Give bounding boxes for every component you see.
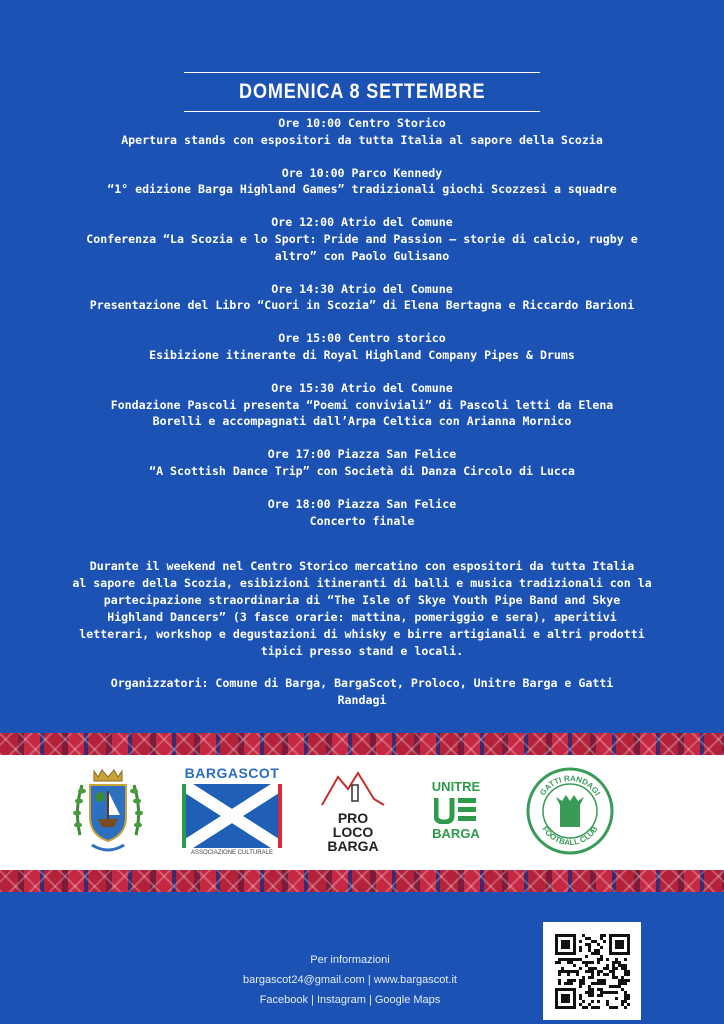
qr-code[interactable] [543, 922, 641, 1020]
proloco-logo-line: BARGA [327, 838, 379, 854]
unitre-logo [424, 779, 488, 847]
event-description: Conferenza “La Scozia e lo Sport: Pride and Passion – storie di calcio, rugby e [86, 231, 638, 246]
event-description: Fondazione Pascoli presenta “Poemi conviviali” di Pascoli letti da Elena [110, 397, 614, 412]
gatti-randagi-badge-icon [526, 767, 614, 855]
organizers-text [70, 675, 654, 709]
event-time-place: Ore 14:30 Atrio del Comune [271, 281, 453, 296]
weekend-summary [70, 558, 654, 660]
event-item [60, 496, 664, 530]
event-time-place: Ore 15:30 Atrio del Comune [271, 380, 453, 395]
qr-code-icon [543, 922, 641, 1020]
proloco-logo [318, 769, 388, 859]
bargascot-logo-subtitle: ASSOCIAZIONE CULTURALE [191, 850, 273, 856]
event-item [60, 446, 664, 480]
unitre-logo-bottom: BARGA [432, 826, 480, 841]
event-description: altro” con Paolo Gulisano [274, 248, 450, 263]
event-item [60, 165, 664, 199]
saltire-flag-icon [182, 784, 282, 848]
summary-line: Highland Dancers” (3 fasce orarie: mattina, pomeriggio e sera), aperitivi [107, 610, 617, 624]
summary-line: letterari, workshop e degustazioni di whisky e birre artigianali e altri prodotti [79, 627, 645, 641]
contact-footer [190, 950, 510, 1010]
comune-barga-crest-icon [70, 765, 146, 857]
bargascot-logo-name: BARGASCOT [184, 765, 280, 781]
proloco-logo-line: LOCO [332, 824, 374, 840]
bargascot-logo [178, 765, 286, 861]
event-time-place: Ore 10:00 Centro Storico [278, 116, 446, 130]
event-description: “1° edizione Barga Highland Games” tradizionali giochi Scozzesi a squadre [107, 182, 617, 197]
day-header [184, 72, 540, 112]
event-item [60, 281, 664, 315]
proloco-logo-line: PRO [337, 810, 369, 826]
event-description: Concerto finale [309, 513, 415, 528]
sponsor-logo-band [0, 755, 724, 870]
summary-line: Durante il weekend nel Centro Storico mercatino con espositori da tutta Italia [89, 559, 635, 573]
unitre-mark-icon [434, 796, 478, 824]
gatti-badge-bottom-text: FOOTBALL CLUB [540, 824, 600, 848]
event-item [60, 115, 664, 149]
tartan-band-bottom [0, 870, 724, 892]
event-time-place: Ore 17:00 Piazza San Felice [267, 447, 457, 462]
event-description: Presentazione del Libro “Cuori in Scozia” di Elena Bertagna e Riccardo Barioni [89, 298, 635, 313]
footer-contacts[interactable]: bargascot24@gmail.com | www.bargascot.it [243, 974, 457, 986]
event-time-place: Ore 10:00 Parco Kennedy [281, 165, 443, 180]
event-description: “A Scottish Dance Trip” con Società di Danza Circolo di Lucca [149, 463, 575, 478]
summary-line: al sapore della Scozia, esibizioni itineranti di balli e musica tradizionali con la [72, 576, 652, 590]
summary-line: partecipazione straordinaria di “The Isle of Skye Youth Pipe Band and Skye [103, 593, 621, 607]
event-item [60, 214, 664, 264]
event-description: Esibizione itinerante di Royal Highland Company Pipes & Drums [149, 347, 575, 362]
event-time-place: Ore 12:00 Atrio del Comune [271, 215, 453, 230]
event-time-place: Ore 18:00 Piazza San Felice [267, 496, 457, 511]
footer-heading: Per informazioni [310, 954, 390, 966]
event-schedule [60, 115, 664, 545]
event-description: Apertura stands con espositori da tutta Italia al sapore della Scozia [121, 132, 603, 147]
event-item [60, 330, 664, 364]
footer-social-links[interactable]: Facebook | Instagram | Google Maps [259, 994, 441, 1006]
organizers-line: Organizzatori: Comune di Barga, BargaScot, Proloco, Unitre Barga e Gatti [110, 676, 614, 690]
day-title: DOMENICA 8 SETTEMBRE [238, 80, 486, 103]
event-description: Borelli e accompagnati dall’Arpa Celtica con Arianna Mornico [152, 414, 572, 429]
organizers-line: Randagi [337, 693, 387, 707]
summary-line: tipici presso stand e locali. [260, 644, 464, 658]
hill-outline-icon [318, 769, 388, 807]
tartan-band-top [0, 733, 724, 755]
unitre-logo-top: UNITRE [431, 779, 481, 794]
event-item [60, 380, 664, 430]
gatti-badge-top-text: GATTI RANDAGI [538, 773, 603, 798]
event-time-place: Ore 15:00 Centro storico [278, 331, 446, 346]
